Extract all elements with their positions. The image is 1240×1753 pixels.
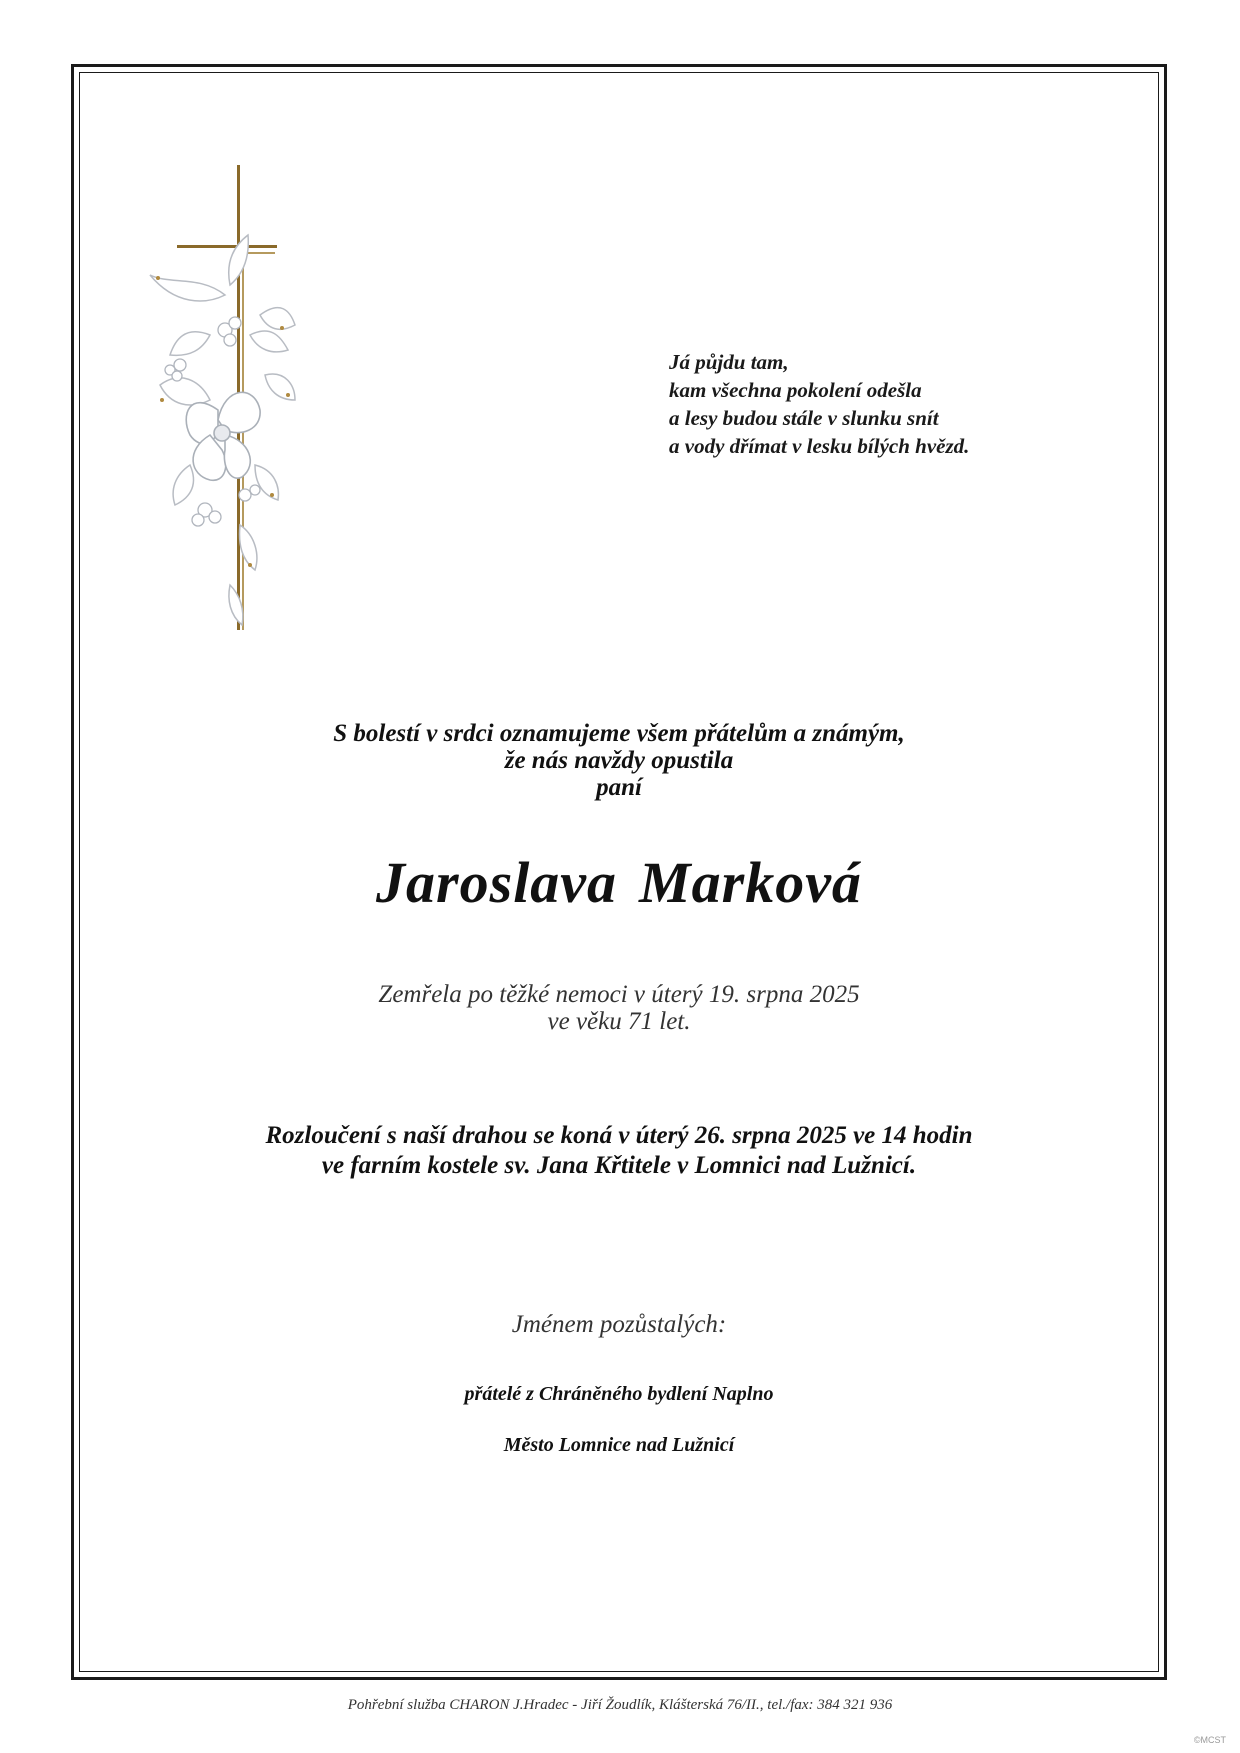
mourners-heading: Jménem pozůstalých: <box>511 1311 727 1338</box>
poem-line: kam všechna pokolení odešla <box>669 378 922 402</box>
announcement-line: paní <box>596 774 642 801</box>
poem <box>669 348 969 460</box>
farewell-line: Rozloučení s naší drahou se koná v úterý 26. srpna 2025 ve 14 hodin <box>265 1122 973 1149</box>
deceased-name <box>79 848 1159 918</box>
mourner-line: přátelé z Chráněného bydlení Naplno <box>464 1383 774 1405</box>
announcement <box>79 720 1159 801</box>
death-line: ve věku 71 let. <box>547 1008 691 1035</box>
large-flower-icon <box>186 392 260 480</box>
mourner-line: Město Lomnice nad Lužnicí <box>503 1434 735 1456</box>
announcement-line: S bolestí v srdci oznamujeme všem přátelům a známým, <box>333 720 905 747</box>
poem-line: a vody dřímat v lesku bílých hvězd. <box>669 434 970 458</box>
cross-with-flowers-icon <box>130 165 300 635</box>
death-details <box>79 981 1159 1035</box>
death-line: Zemřela po těžké nemoci v úterý 19. srpna 2025 <box>378 981 860 1008</box>
deceased-last-name: Marková <box>639 850 862 915</box>
farewell-details <box>79 1121 1159 1181</box>
announcement-line: že nás navždy opustila <box>504 747 734 774</box>
funeral-service-footer: Pohřební služba CHARON J.Hradec - Jiří Žoudlík, Klášterská 76/II., tel./fax: 384 321 936 <box>347 1697 893 1713</box>
poem-line: a lesy budou stále v slunku snít <box>669 406 939 430</box>
watermark: ©MCST <box>1193 1735 1226 1745</box>
farewell-line: ve farním kostele sv. Jana Křtitele v Lomnici nad Lužnicí. <box>321 1152 917 1179</box>
poem-line: Já půjdu tam, <box>669 350 789 374</box>
deceased-first-name: Jaroslava <box>376 850 618 915</box>
